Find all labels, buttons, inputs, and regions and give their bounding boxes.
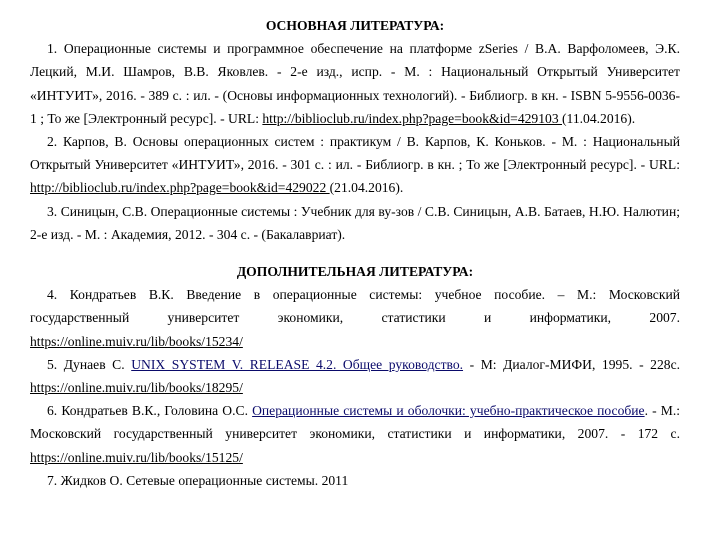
reference-3: [30, 200, 680, 246]
reference-tail: (11.04.2016).: [562, 110, 636, 126]
reference-number: 2.: [47, 134, 58, 149]
reference-number: 6.: [47, 403, 58, 419]
reference-2: [30, 130, 680, 200]
reference-text-2: . - М.: Московский государственный университет экономики, статистики и информатики, 2007. - 172 с.: [30, 403, 681, 442]
reference-number: 4.: [47, 287, 58, 303]
reference-text: Жидков О. Сетевые операционные системы. 2011: [60, 472, 349, 488]
reference-4: [30, 283, 680, 353]
reference-link[interactable]: http://biblioclub.ru/index.php?page=book&id=429103: [262, 110, 563, 126]
reference-text-2: - М: Диалог-МИФИ, 1995. - 228с.: [463, 356, 680, 372]
reference-tail: (21.04.2016).: [329, 180, 404, 196]
reference-link[interactable]: https://online.muiv.ru/lib/books/15234/: [30, 333, 243, 349]
reference-number: 3.: [47, 203, 58, 219]
extra-literature-heading: ДОПОЛНИТЕЛЬНАЯ ЛИТЕРАТУРА:: [236, 264, 474, 280]
reference-text: Синицын, С.В. Операционные системы : Учебник для ву-зов / С.В. Синицын, А.В. Батаев, Н.Ю. Налютин; 2-е изд. - М. : Академия, 2012. - 304 с. - (Бакалавриат).: [30, 203, 680, 242]
document-page: [30, 14, 680, 492]
reference-text: Дунаев С.: [63, 356, 132, 372]
reference-text: Кондратьев В.К., Головина О.С.: [61, 403, 253, 419]
reference-number: 7.: [47, 472, 58, 488]
reference-number: 5.: [47, 356, 58, 372]
reference-5: [30, 353, 680, 399]
reference-number: 1.: [47, 41, 58, 57]
reference-6: [30, 399, 680, 469]
reference-text: Операционные системы и программное обеспечение на платформе zSeries / В.А. Варфоломеев, Э.К. Лецкий, М.И. Шамров, В.В. Яковлев. - 2-е изд., испр. - М. : Национальный Открытый Университет «ИНТУИТ», 2016. - 389 с. : ил. - (Основы информационных технологий). - Библиогр. в кн. - ISBN 5-9556-0036-1 ; То же [Электронный ресурс]. - URL:: [30, 41, 680, 126]
reference-link[interactable]: http://biblioclub.ru/index.php?page=book&id=429022: [30, 180, 330, 196]
main-literature-heading: ОСНОВНАЯ ЛИТЕРАТУРА:: [265, 18, 445, 33]
reference-link[interactable]: https://online.muiv.ru/lib/books/18295/: [30, 380, 243, 396]
reference-link[interactable]: https://online.muiv.ru/lib/books/15125/: [30, 449, 243, 465]
reference-1: [30, 37, 680, 130]
reference-7: [30, 469, 680, 492]
reference-text: Кондратьев В.К. Введение в операционные системы: учебное пособие. – М.: Московский государственный университет экономики, статистики и информатики, 2007.: [30, 287, 680, 326]
reference-text: Карпов, В. Основы операционных систем : практикум / В. Карпов, К. Коньков. - М. : Национальный Открытый Университет «ИНТУИТ», 2016. - 301 с. : ил. - Библиогр. в кн. ; То же [Электронный ресурс]. - URL:: [30, 134, 680, 173]
reference-title-link[interactable]: Операционные системы и оболочки: учебно-практическое пособие: [252, 403, 645, 419]
reference-title-link[interactable]: UNIX SYSTEM V. RELEASE 4.2. Общее руководство.: [131, 356, 464, 372]
